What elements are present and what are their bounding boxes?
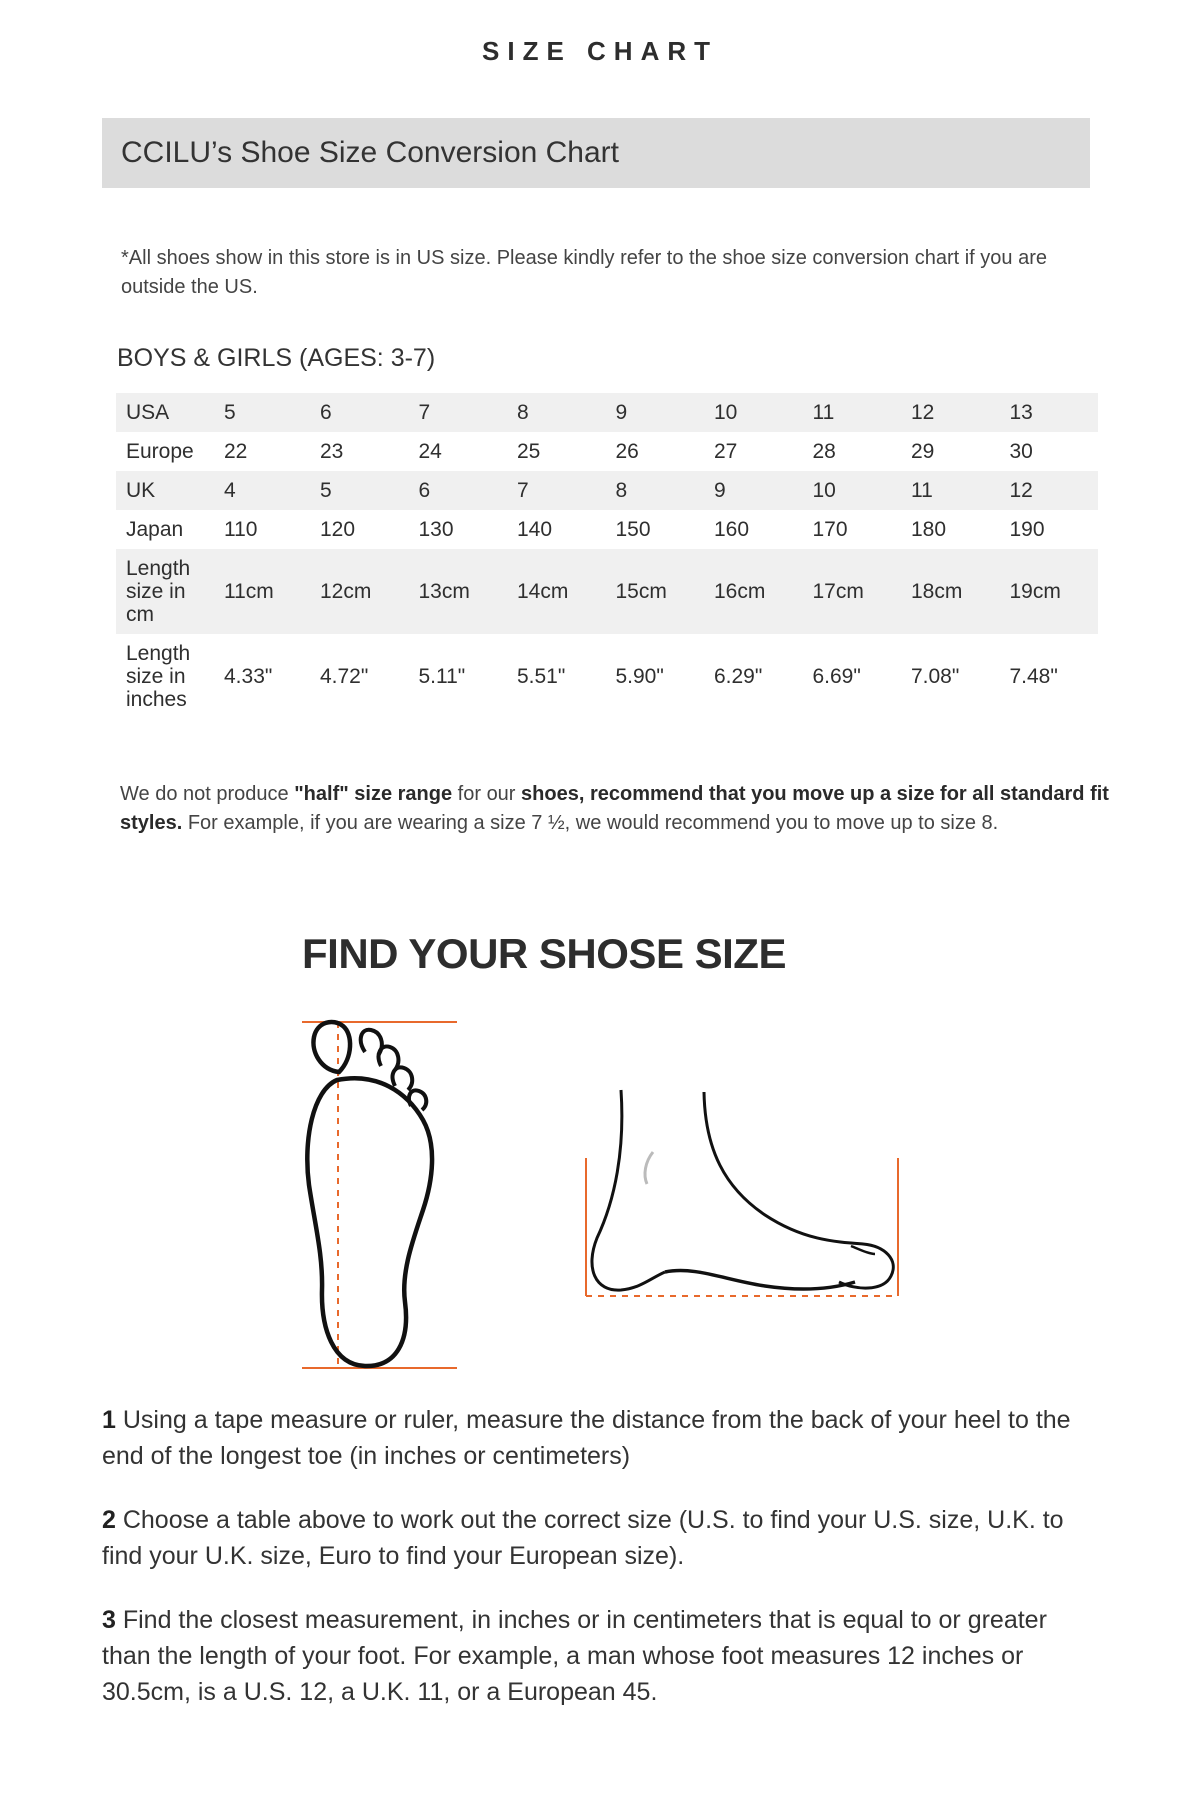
table-row-uk <box>116 471 1098 510</box>
half-size-note <box>120 780 1110 838</box>
table-cell: 110 <box>224 517 258 541</box>
row-label: Europe <box>126 440 194 463</box>
half-note-text: We do not produce <box>120 783 295 805</box>
step-number: 1 <box>102 1406 116 1434</box>
table-cell: 11cm <box>214 549 310 634</box>
chart-banner <box>102 118 1090 188</box>
table-cell: 28 <box>812 439 836 463</box>
half-note-text: For example, if you are wearing a size 7 ½, we would recommend you to move up to size 8. <box>182 812 999 834</box>
step-item <box>102 1402 1102 1474</box>
table-row-length-inches <box>116 634 1098 719</box>
table-cell: 13cm <box>408 549 507 634</box>
step-text: Using a tape measure or ruler, measure the distance from the back of your heel to the end of the longest toe (in inches or centimeters) <box>102 1406 1071 1470</box>
table-cell: 6.69" <box>812 664 861 688</box>
table-cell: 5.51" <box>516 664 566 688</box>
banner-title: CCILU’s Shoe Size Conversion Chart <box>121 136 620 169</box>
table-cell: 13 <box>999 393 1098 432</box>
table-cell: 160 <box>713 517 750 541</box>
table-cell: 5.11" <box>418 664 466 688</box>
table-cell: 11 <box>802 393 901 432</box>
size-conversion-table <box>116 393 1098 719</box>
step-text: Find the closest measurement, in inches or in centimeters that is equal to or greater than the length of your foot. For example, a man whose foot measures 12 inches or 30.5cm, is a U.S. 12, a U.K. 11, or a European 45. <box>102 1606 1047 1706</box>
table-cell: 130 <box>418 517 454 541</box>
table-cell: 16cm <box>704 549 803 634</box>
table-row-length-cm <box>116 549 1098 634</box>
table-cell: 6.29" <box>713 664 763 688</box>
table-cell: 4.72" <box>319 664 369 688</box>
table-cell: 26 <box>615 439 639 463</box>
table-cell: 12 <box>901 393 1000 432</box>
table-cell: 25 <box>516 439 541 463</box>
table-cell: 140 <box>516 517 553 541</box>
table-cell: 5 <box>310 471 409 510</box>
half-note-text: for our <box>452 783 522 805</box>
table-cell: 4.33" <box>224 664 273 688</box>
half-note-emphasis: shoes, recommend that you move up a size for all standard fit styles. <box>120 783 1109 834</box>
section-heading: BOYS & GIRLS (AGES: 3-7) <box>117 344 436 372</box>
table-cell: 14cm <box>507 549 606 634</box>
table-cell: 22 <box>224 439 248 463</box>
table-cell: 5 <box>214 393 310 432</box>
table-cell: 12cm <box>310 549 409 634</box>
table-cell: 4 <box>214 471 310 510</box>
table-cell: 7.08" <box>910 664 960 688</box>
row-label: Length size in inches <box>126 642 191 711</box>
table-cell: 9 <box>605 393 704 432</box>
row-label: USA <box>116 393 214 432</box>
step-item <box>102 1502 1102 1574</box>
table-cell: 190 <box>1009 517 1045 541</box>
table-cell: 150 <box>615 517 651 541</box>
table-cell: 23 <box>319 439 344 463</box>
row-label: Japan <box>126 518 184 541</box>
table-cell: 7.48" <box>1009 664 1058 688</box>
table-row-usa <box>116 393 1098 432</box>
find-size-title: FIND YOUR SHOSE SIZE <box>302 930 786 977</box>
table-cell: 19cm <box>999 549 1098 634</box>
table-cell: 18cm <box>901 549 1000 634</box>
table-cell: 29 <box>910 439 935 463</box>
table-cell: 7 <box>507 471 606 510</box>
table-cell: 9 <box>704 471 803 510</box>
table-cell: 12 <box>999 471 1098 510</box>
row-label: UK <box>116 471 214 510</box>
table-cell: 15cm <box>605 549 704 634</box>
table-cell: 6 <box>310 393 409 432</box>
step-number: 2 <box>102 1506 116 1534</box>
measurement-steps <box>102 1402 1102 1738</box>
table-cell: 17cm <box>802 549 901 634</box>
table-cell: 170 <box>812 517 848 541</box>
table-cell: 120 <box>319 517 356 541</box>
table-cell: 5.90" <box>615 664 664 688</box>
table-cell: 8 <box>507 393 606 432</box>
table-cell: 8 <box>605 471 704 510</box>
table-cell: 11 <box>901 471 1000 510</box>
step-item <box>102 1602 1102 1710</box>
table-cell: 24 <box>418 439 442 463</box>
table-cell: 10 <box>704 393 803 432</box>
half-note-emphasis: "half" size range <box>294 783 453 805</box>
row-label: Length size in cm <box>116 549 214 634</box>
table-row-europe <box>116 432 1098 471</box>
table-cell: 6 <box>408 471 507 510</box>
foot-side-icon <box>586 1090 898 1296</box>
page-title: SIZE CHART <box>482 36 718 66</box>
foot-sole-icon <box>302 1022 457 1368</box>
step-text: Choose a table above to work out the correct size (U.S. to find your U.S. size, U.K. to find your U.K. size, Euro to find your European size). <box>102 1506 1064 1570</box>
table-cell: 27 <box>713 439 738 463</box>
table-cell: 180 <box>910 517 947 541</box>
table-row-japan <box>116 510 1098 549</box>
table-cell: 7 <box>408 393 507 432</box>
step-number: 3 <box>102 1606 116 1634</box>
table-cell: 10 <box>802 471 901 510</box>
table-cell: 30 <box>1009 439 1033 463</box>
us-size-note: *All shoes show in this store is in US size. Please kindly refer to the shoe size conversion chart if you are outside the US. <box>121 247 1047 298</box>
foot-measurement-illustration <box>295 1010 910 1370</box>
